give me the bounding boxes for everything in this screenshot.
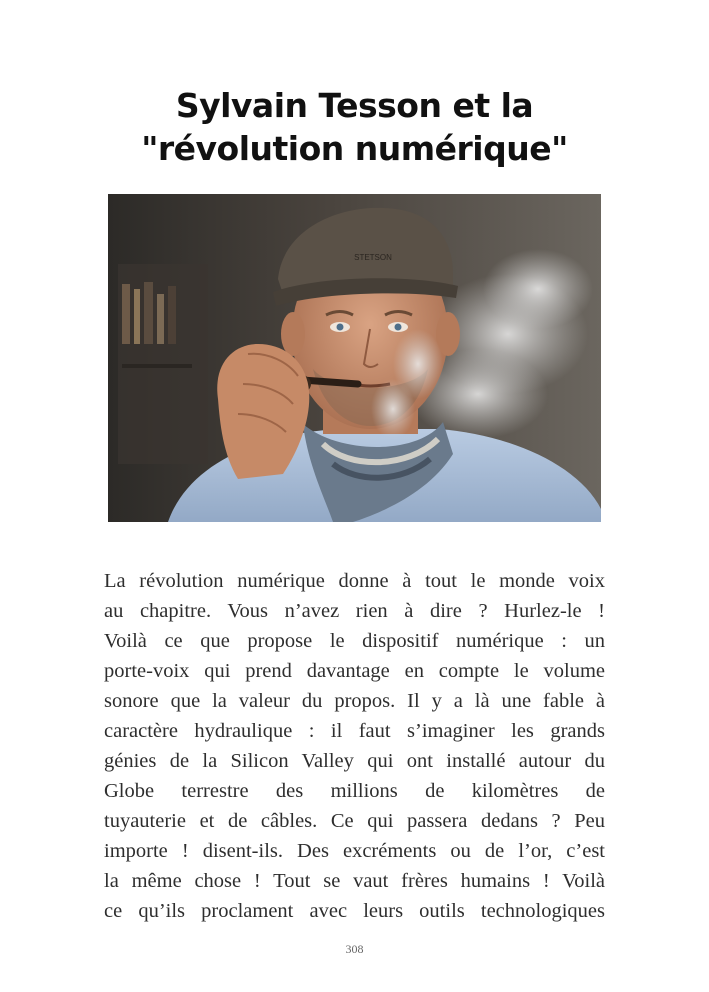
body-line: la même chose ! Tout se vaut frères humains ! Voilà [104, 870, 605, 892]
body-line: au chapitre. Vous n’avez rien à dire ? Hurlez-le ! [104, 600, 605, 622]
cap-stamp-text: STETSON [354, 253, 392, 262]
body-line: La révolution numérique donne à tout le monde voix [104, 570, 605, 592]
body-line: ce qu’ils proclament avec leurs outils technologiques [104, 900, 605, 922]
title-line-2: "révolution numérique" [141, 129, 568, 168]
body-paragraph [104, 566, 605, 926]
body-line: caractère hydraulique : il faut s’imaginer les grands [104, 720, 605, 742]
body-line: importe ! disent-ils. Des excréments ou de l’or, c’est [104, 840, 605, 862]
title-line-1: Sylvain Tesson et la [175, 86, 534, 125]
body-line: porte-voix qui prend davantage en compte le volume [104, 660, 605, 682]
body-line: Voilà ce que propose le dispositif numérique : un [104, 630, 605, 652]
page-title [0, 84, 709, 170]
body-line: sonore que la valeur du propos. Il y a là une fable à [104, 690, 605, 712]
body-line: tuyauterie et de câbles. Ce qui passera dedans ? Peu [104, 810, 605, 832]
portrait-photo [108, 194, 601, 522]
body-line: Globe terrestre des millions de kilomètres de [104, 780, 605, 802]
page-number: 308 [345, 942, 364, 956]
body-line: génies de la Silicon Valley qui ont installé autour du [104, 750, 605, 772]
portrait-illustration [108, 194, 601, 522]
